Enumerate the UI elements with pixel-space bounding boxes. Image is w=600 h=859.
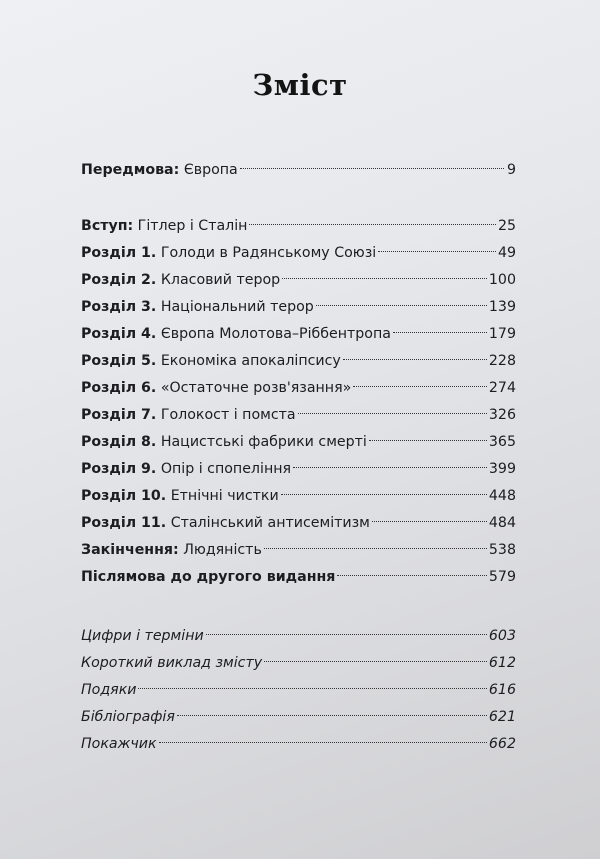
dot-leader (378, 235, 496, 257)
toc-entry-chapter-5 (81, 343, 516, 369)
page-number: 538 (488, 542, 516, 558)
dot-leader (159, 726, 487, 748)
page-number: 326 (488, 407, 516, 423)
toc-entry-figures-terms (81, 618, 516, 644)
toc-entry-chapter-7 (81, 397, 516, 423)
page-number: 448 (488, 488, 516, 504)
toc-entry-chapter-11 (81, 505, 516, 531)
page-number: 9 (506, 162, 516, 178)
toc-entry-bibliography (81, 699, 516, 725)
toc-entry-preface (81, 152, 516, 178)
entry-title: Короткий виклад змісту (81, 655, 263, 671)
dot-leader (372, 505, 487, 527)
toc-entry-chapter-2 (81, 262, 516, 288)
entry-title: Етнічні чистки (166, 488, 279, 504)
dot-leader (206, 618, 487, 640)
toc-entry-chapter-3 (81, 289, 516, 315)
entry-prefix: Розділ 3. (81, 299, 157, 315)
page-number: 25 (497, 218, 516, 234)
toc-entry-chapter-8 (81, 424, 516, 450)
entry-prefix: Розділ 6. (81, 380, 157, 396)
dot-leader (298, 397, 487, 419)
entry-title: Економіка апокаліпсису (156, 353, 341, 369)
dot-leader (316, 289, 487, 311)
page-number: 621 (488, 709, 516, 725)
dot-leader (369, 424, 487, 446)
page-number: 179 (488, 326, 516, 342)
toc-entry-chapter-1 (81, 235, 516, 261)
entry-prefix: Передмова: (81, 162, 180, 178)
page-number: 100 (488, 272, 516, 288)
page-number: 139 (488, 299, 516, 315)
entry-title: Нацистські фабрики смерті (156, 434, 367, 450)
dot-leader (343, 343, 487, 365)
page-number: 662 (488, 736, 516, 752)
entry-title: Європа Молотова–Ріббентропа (156, 326, 391, 342)
dot-leader (281, 478, 487, 500)
page-number: 616 (488, 682, 516, 698)
entry-title: Бібліографія (81, 709, 175, 725)
toc-entry-chapter-9 (81, 451, 516, 477)
page-number: 579 (488, 569, 516, 585)
dot-leader (353, 370, 487, 392)
page-number: 49 (497, 245, 516, 261)
dot-leader (282, 262, 487, 284)
dot-leader (293, 451, 487, 473)
toc-entry-afterword (81, 559, 516, 585)
toc-entry-chapter-6 (81, 370, 516, 396)
entry-title: Гітлер і Сталін (133, 218, 248, 234)
page-number: 399 (488, 461, 516, 477)
page-number: 274 (488, 380, 516, 396)
page-number: 603 (488, 628, 516, 644)
dot-leader (138, 672, 486, 694)
entry-prefix: Розділ 8. (81, 434, 157, 450)
entry-prefix: Післямова до другого видання (81, 569, 336, 585)
page-number: 228 (488, 353, 516, 369)
entry-prefix: Розділ 10. (81, 488, 167, 504)
toc-entry-introduction (81, 208, 516, 234)
dot-leader (177, 699, 487, 721)
toc-entry-chapter-10 (81, 478, 516, 504)
entry-title: Голоди в Радянському Союзі (156, 245, 377, 261)
entry-prefix: Розділ 9. (81, 461, 157, 477)
entry-prefix: Розділ 11. (81, 515, 167, 531)
toc-entry-conclusion (81, 532, 516, 558)
toc-entry-chapter-4 (81, 316, 516, 342)
page-number: 612 (488, 655, 516, 671)
toc-entry-summary (81, 645, 516, 671)
entry-title: Покажчик (81, 736, 157, 752)
entry-title: Цифри і терміни (81, 628, 204, 644)
dot-leader (240, 152, 504, 174)
toc-entry-acknowledgments (81, 672, 516, 698)
page-number: 365 (488, 434, 516, 450)
entry-prefix: Розділ 5. (81, 353, 157, 369)
dot-leader (264, 532, 487, 554)
dot-leader (337, 559, 486, 581)
entry-title: Голокост і помста (156, 407, 296, 423)
entry-title: «Остаточне розв'язання» (156, 380, 352, 396)
entry-title: Класовий терор (156, 272, 281, 288)
entry-title: Національний терор (156, 299, 314, 315)
page-title: Зміст (252, 68, 348, 102)
entry-prefix: Вступ: (81, 218, 134, 234)
entry-title: Опір і спопеління (156, 461, 292, 477)
dot-leader (264, 645, 487, 667)
entry-title: Подяки (81, 682, 137, 698)
entry-title: Людяність (178, 542, 262, 558)
entry-prefix: Закінчення: (81, 542, 179, 558)
dot-leader (249, 208, 495, 230)
entry-title: Європа (179, 162, 238, 178)
entry-title: Сталінський антисемітизм (166, 515, 370, 531)
entry-prefix: Розділ 2. (81, 272, 157, 288)
toc-entry-index (81, 726, 516, 752)
entry-prefix: Розділ 7. (81, 407, 157, 423)
dot-leader (393, 316, 487, 338)
entry-prefix: Розділ 4. (81, 326, 157, 342)
page-number: 484 (488, 515, 516, 531)
entry-prefix: Розділ 1. (81, 245, 157, 261)
